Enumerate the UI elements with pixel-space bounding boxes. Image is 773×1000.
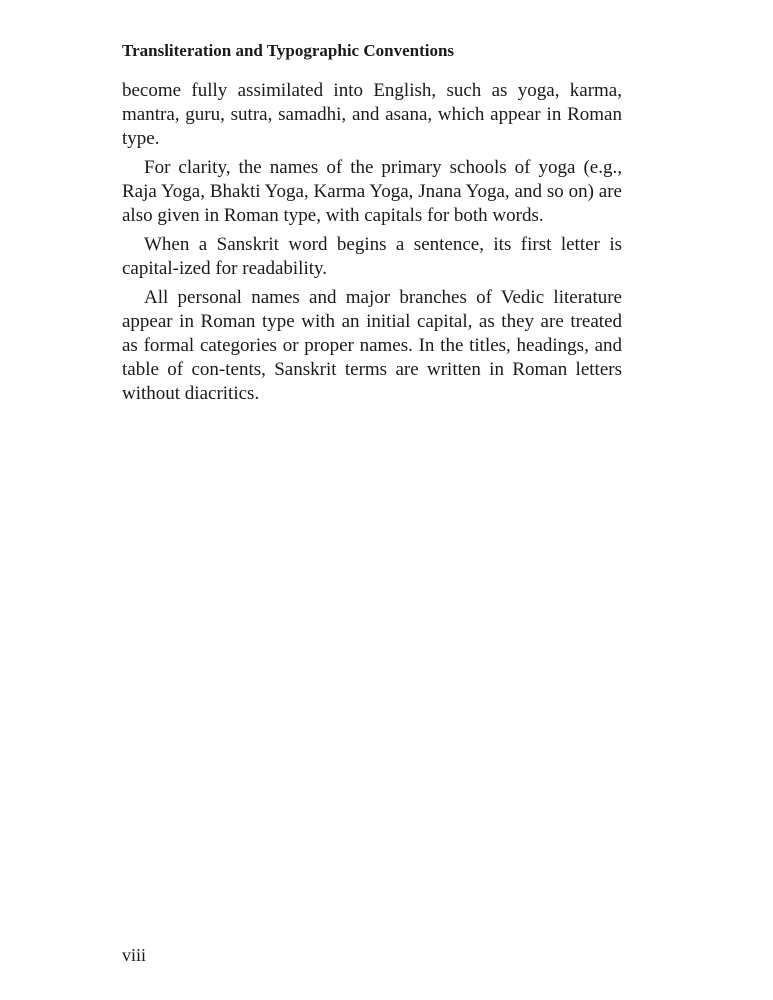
paragraph: When a Sanskrit word begins a sentence, its first letter is capital-ized for readability. — [122, 234, 622, 279]
running-header-title: Transliteration and Typographic Conventions — [122, 41, 455, 60]
paragraph: For clarity, the names of the primary schools of yoga (e.g., Raja Yoga, Bhakti Yoga, Karma Yoga, Jnana Yoga, and so on) are also given in Roman type, with capitals for both words. — [122, 157, 622, 226]
body-text — [122, 79, 622, 411]
paragraph: All personal names and major branches of Vedic literature appear in Roman type with an initial capital, as they are treated as formal categories or proper names. In the titles, headings, and table of con-tents, Sanskrit terms are written in Roman letters without diacritics. — [122, 287, 622, 404]
page-number: viii — [122, 945, 147, 965]
paragraph-continuation: become fully assimilated into English, such as yoga, karma, mantra, guru, sutra, samadhi, and asana, which appear in Roman type. — [122, 80, 622, 149]
